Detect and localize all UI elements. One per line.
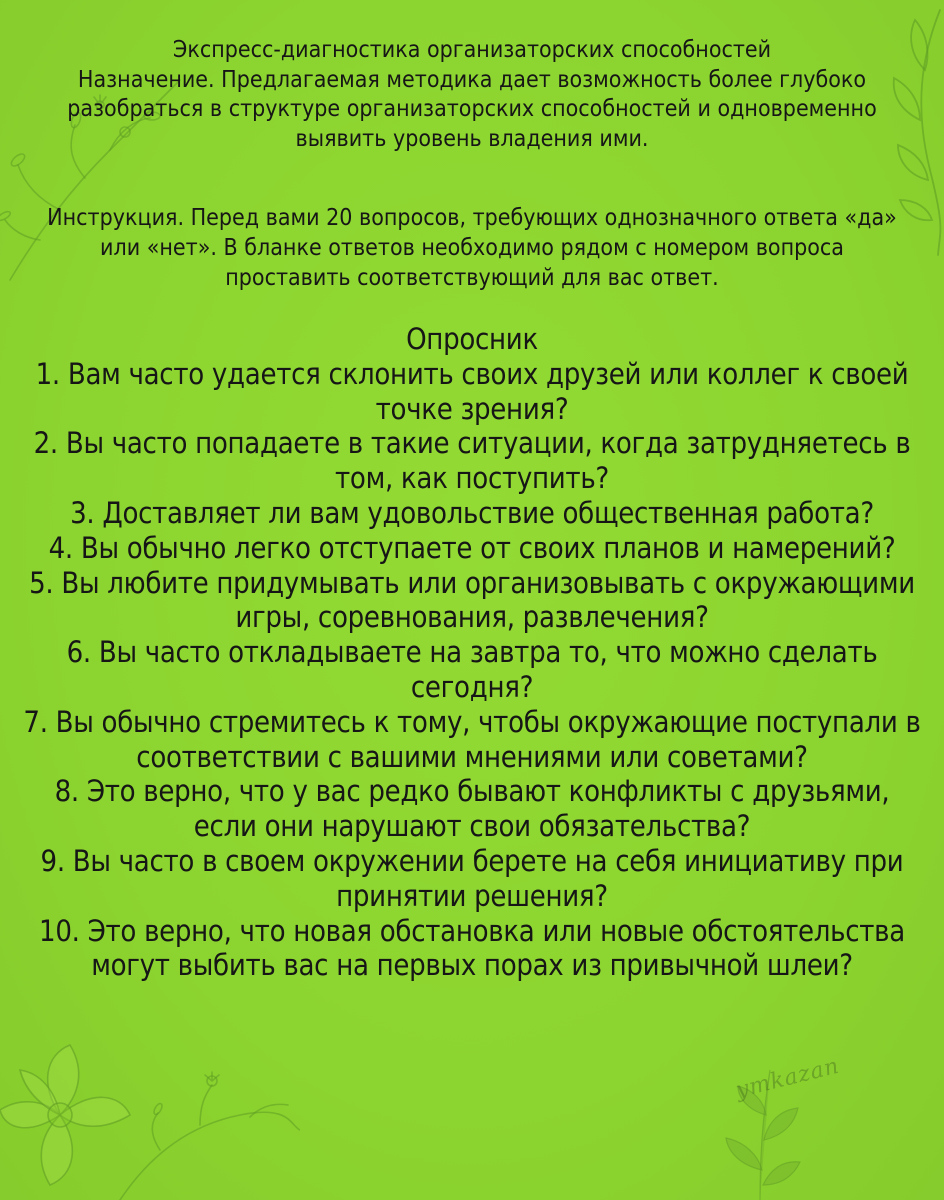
question-item: 9. Вы часто в своем окружении берете на себя инициативу при принятии решения?: [40, 843, 904, 913]
instruction-text: Инструкция. Перед вами 20 вопросов, требующих однозначного ответа «да» или «нет». В бланке ответов необходимо рядом с номером вопроса проставить соответствующий для вас ответ.: [47, 205, 897, 291]
question-item: 3. Доставляет ли вам удовольствие общественная работа?: [70, 495, 874, 530]
question-item: 5. Вы любите придумывать или организовывать с окружающими игры, соревнования, развлечения?: [29, 565, 915, 635]
document-title: Экспресс-диагностика организаторских способностей: [172, 37, 772, 63]
question-item: 7. Вы обычно стремитесь к тому, чтобы окружающие поступали в соответствии с вашими мнениями или советами?: [23, 704, 921, 774]
question-item: 2. Вы часто попадаете в такие ситуации, когда затрудняетесь в том, как поступить?: [33, 426, 911, 496]
question-item: 1. Вам часто удается склонить своих друзей или коллег к своей точке зрения?: [35, 356, 909, 426]
question-item: 4. Вы обычно легко отступаете от своих планов и намерений?: [48, 530, 896, 565]
purpose-text: Назначение. Предлагаемая методика дает возможность более глубоко разобраться в структуре организаторских способностей и одновременно выявить уровень владения ими.: [67, 66, 877, 152]
questionnaire-heading: Опросник: [406, 322, 538, 356]
watermark-signature: ymkazan: [733, 1053, 843, 1104]
question-item: 10. Это верно, что новая обстановка или новые обстоятельства могут выбить вас на первых порах из привычной шлеи?: [39, 913, 905, 983]
intro-section: [40, 36, 904, 154]
question-item: 6. Вы часто откладываете на завтра то, что можно сделать сегодня?: [66, 635, 878, 704]
questionnaire-section: [20, 322, 924, 983]
question-item: 8. Это верно, что у вас редко бывают конфликты с друзьями, если они нарушают свои обязательства?: [54, 774, 890, 844]
